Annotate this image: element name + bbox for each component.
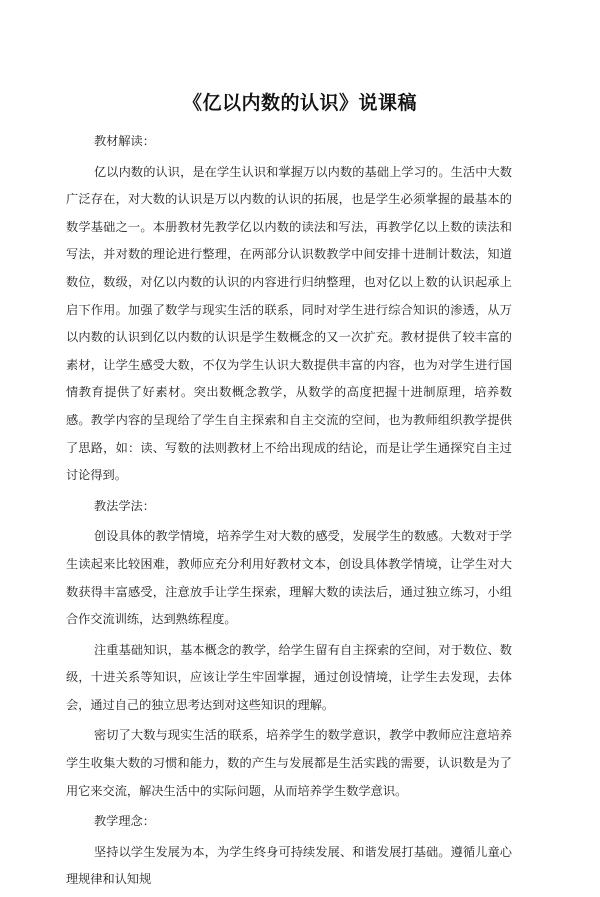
- document-title: 《亿以内数的认识》说课稿: [182, 92, 417, 114]
- paragraph: 创设具体的教学情境，培养学生对大数的感受，发展学生的数感。大数对于学生读起来比较困难，教师应充分利用好教材文本，创设具体教学情境，让学生对大数获得丰富感受，注意放手让学生探索，理解大数的读法后，通过独立练习，小组合作交流训练，达到熟练程度。: [66, 529, 512, 627]
- paragraph: 密切了大数与现实生活的联系，培养学生的数学意识，教学中教师应注意培养学生收集大数的习惯和能力，数的产生与发展都是生活实践的需要，认识数是为了用它来交流，解决生活中的实际问题，从而培养学生数学意识。: [66, 728, 512, 798]
- paragraph: 亿以内数的认识，是在学生认识和掌握万以内数的基础上学习的。生活中大数广泛存在，对大数的认识是万以内数的认识的拓展，也是学生必须掌握的最基本的数学基础之一。本册教材先教学亿以内数的读法和写法，再教学亿以上数的读法和写法，并对数的理论进行整理，在两部分认识数教学中间安排十进制计数法，知道数位，数级，对亿以内数的认识的内容进行归纳整理，也对亿以上数的认识起承上启下作用。加强了数学与现实生活的联系，同时对学生进行综合知识的渗透，从万以内数的认识到亿以内数的认识是学生数概念的又一次扩充。教材提供了较丰富的素材，让学生感受大数，不仅为学生认识大数提供丰富的内容，也为对学生进行国情教育提供了好素材。突出数概念教学，从数学的高度把握十进制原理，培养数感。教学内容的呈现给了学生自主探索和自主交流的空间，也为教师组织教学提供了思路，如：读、写数的法则教材上不给出现成的结论，而是让学生通探究自主过讨论得到。: [66, 164, 512, 483]
- section-textbook-analysis: [66, 128, 512, 490]
- section-teaching-methods: [66, 493, 512, 806]
- section-heading: 教法学法：: [94, 498, 155, 513]
- paragraph: 注重基础知识，基本概念的教学，给学生留有自主探索的空间，对于数位、数级，十进关系等知识，应该让学生牢固掌握，通过创设情境，让学生去发现，去体会，通过自己的独立思考达到对这些知识的理解。: [66, 642, 512, 712]
- paragraph: 坚持以学生发展为本，为学生终身可持续发展、和谐发展打基础。遵循儿童心理规律和认知规: [66, 844, 512, 887]
- section-heading: 教学理念：: [94, 814, 155, 829]
- section-teaching-philosophy: [66, 808, 512, 894]
- document-body: [66, 128, 512, 897]
- section-heading: 教材解读：: [94, 134, 155, 148]
